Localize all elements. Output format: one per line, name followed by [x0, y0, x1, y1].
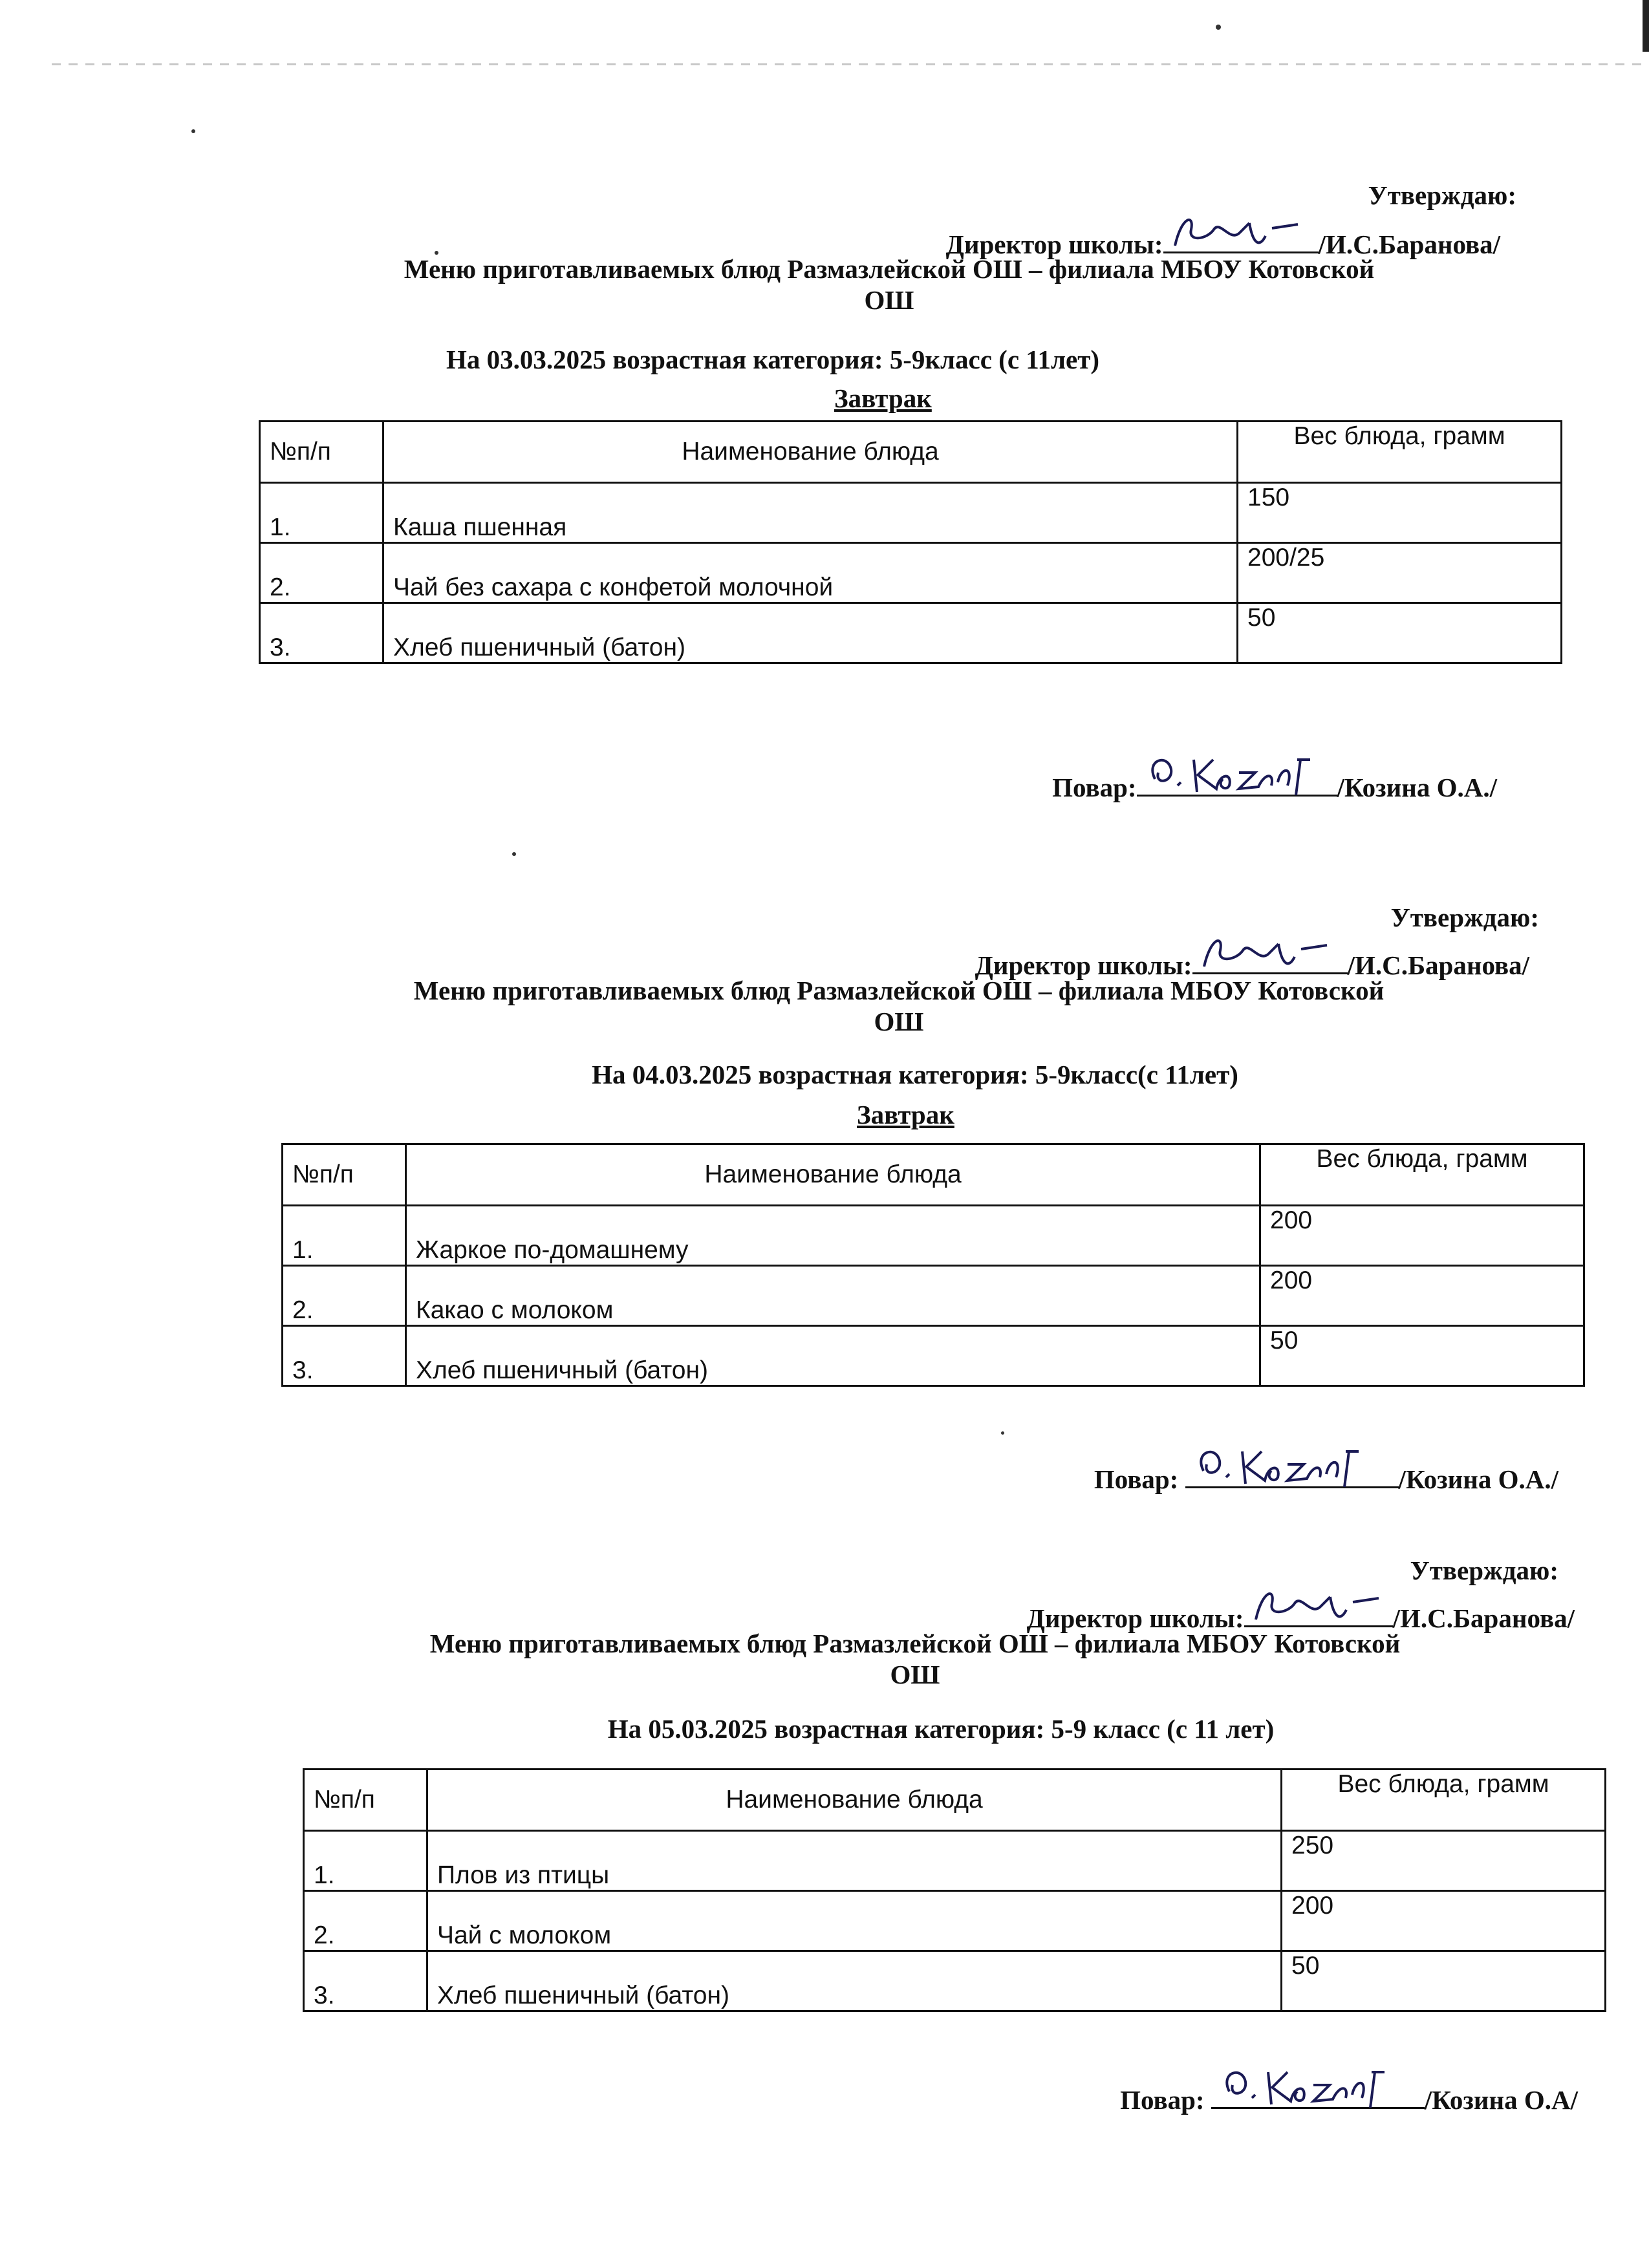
menu-title-line2: ОШ: [890, 1660, 940, 1689]
director-signature: [1198, 931, 1340, 976]
cook-signature-underline: [1185, 1458, 1399, 1488]
menu-title: [0, 1628, 1649, 1690]
cook-signature: [1216, 2059, 1410, 2111]
director-label: Директор школы:: [945, 230, 1163, 259]
date-line: На 05.03.2025 возрастная категория: 5-9 класс (с 11 лет): [607, 1714, 1275, 1744]
menu-table: [303, 1768, 1606, 2012]
row-dish: Чай с молоком: [427, 1891, 1282, 1951]
row-weight: 200: [1282, 1891, 1606, 1951]
menu-title-line1: Меню приготавливаемых блюд Размазлейской ОШ – филиала МБОУ Котовской: [404, 254, 1375, 284]
cook-signature-line: [1052, 766, 1497, 803]
scan-speck: [191, 129, 195, 133]
meal-label: Завтрак: [857, 1100, 954, 1129]
cook-signature-underline: [1137, 766, 1337, 797]
menu-table: [281, 1143, 1585, 1387]
row-num: 2.: [283, 1266, 406, 1326]
header-weight: Вес блюда, грамм: [1282, 1770, 1606, 1831]
table-row: [304, 1831, 1606, 1891]
approve-label: Утверждаю:: [1390, 903, 1539, 932]
date-line: На 04.03.2025 возрастная категория: 5-9класс(с 11лет): [592, 1060, 1238, 1089]
scan-artifact-line: [52, 63, 1649, 65]
director-signature: [1249, 1584, 1392, 1629]
row-dish: Хлеб пшеничный (батон): [406, 1326, 1260, 1386]
table-row: [283, 1266, 1584, 1326]
table-row: [260, 483, 1562, 543]
table-header-row: [260, 422, 1562, 483]
director-name: /И.С.Баранова/: [1318, 230, 1500, 259]
meal-label: Завтрак: [834, 383, 932, 413]
approve-label: Утверждаю:: [1410, 1556, 1558, 1585]
scan-edge-mark: [1643, 0, 1649, 52]
director-signature-line: [1163, 223, 1319, 253]
menu-title-line1: Меню приготавливаемых блюд Размазлейской ОШ – филиала МБОУ Котовской: [413, 976, 1385, 1005]
header-num: №п/п: [260, 422, 383, 483]
header-name: Наименование блюда: [427, 1770, 1282, 1831]
cook-signature-line: [1094, 1458, 1558, 1495]
row-num: 3.: [304, 1951, 427, 2011]
approve-label: Утверждаю:: [1368, 180, 1516, 210]
table-row: [304, 1891, 1606, 1951]
date-line: На 03.03.2025 возрастная категория: 5-9класс (с 11лет): [446, 345, 1100, 374]
table-row: [283, 1206, 1584, 1266]
cook-signature: [1191, 1439, 1385, 1490]
cook-label: Повар:: [1120, 2085, 1205, 2115]
scan-speck: [1001, 1431, 1004, 1435]
header-name: Наименование блюда: [406, 1144, 1260, 1206]
table-row: [304, 1951, 1606, 2011]
header-num: №п/п: [304, 1770, 427, 1831]
row-weight: 50: [1238, 603, 1562, 663]
cook-signature-underline: [1211, 2079, 1425, 2109]
cook-name: /Козина О.А./: [1398, 1464, 1558, 1494]
cook-name: /Козина О.А./: [1337, 773, 1497, 802]
table-row: [260, 543, 1562, 603]
row-num: 1.: [304, 1831, 427, 1891]
table-header-row: [304, 1770, 1606, 1831]
table-row: [260, 603, 1562, 663]
cook-signature-line: [1120, 2079, 1578, 2115]
row-dish: Какао с молоком: [406, 1266, 1260, 1326]
row-dish: Чай без сахара с конфетой молочной: [383, 543, 1238, 603]
row-weight: 200: [1260, 1206, 1584, 1266]
director-name: /И.С.Баранова/: [1347, 950, 1529, 980]
scan-speck: [1216, 25, 1221, 30]
director-label: Директор школы:: [1026, 1603, 1244, 1633]
header-weight: Вес блюда, грамм: [1238, 422, 1562, 483]
row-weight: 200/25: [1238, 543, 1562, 603]
row-dish: Каша пшенная: [383, 483, 1238, 543]
row-weight: 50: [1282, 1951, 1606, 2011]
row-num: 1.: [283, 1206, 406, 1266]
row-dish: Хлеб пшеничный (батон): [383, 603, 1238, 663]
row-dish: Жаркое по-домашнему: [406, 1206, 1260, 1266]
director-signature-line: [1244, 1597, 1393, 1627]
cook-signature: [1142, 747, 1336, 798]
director-signature-line: [1192, 944, 1348, 974]
director-label: Директор школы:: [975, 950, 1192, 980]
row-num: 3.: [283, 1326, 406, 1386]
menu-title: [0, 253, 1649, 316]
scan-speck: [512, 852, 516, 856]
header-name: Наименование блюда: [383, 422, 1238, 483]
menu-title: [0, 975, 1649, 1037]
row-weight: 150: [1238, 483, 1562, 543]
row-weight: 250: [1282, 1831, 1606, 1891]
table-header-row: [283, 1144, 1584, 1206]
row-dish: Плов из птицы: [427, 1831, 1282, 1891]
menu-table: [259, 420, 1562, 664]
header-weight: Вес блюда, грамм: [1260, 1144, 1584, 1206]
header-num: №п/п: [283, 1144, 406, 1206]
row-weight: 200: [1260, 1266, 1584, 1326]
director-name: /И.С.Баранова/: [1392, 1603, 1575, 1633]
menu-title-line2: ОШ: [874, 1007, 924, 1036]
menu-title-line1: Меню приготавливаемых блюд Размазлейской ОШ – филиала МБОУ Котовской: [429, 1629, 1401, 1658]
row-num: 2.: [260, 543, 383, 603]
row-weight: 50: [1260, 1326, 1584, 1386]
cook-label: Повар:: [1094, 1464, 1179, 1494]
director-signature: [1169, 210, 1311, 255]
table-row: [283, 1326, 1584, 1386]
menu-title-line2: ОШ: [864, 285, 914, 315]
cook-name: /Козина О.А/: [1424, 2085, 1578, 2115]
row-dish: Хлеб пшеничный (батон): [427, 1951, 1282, 2011]
row-num: 2.: [304, 1891, 427, 1951]
row-num: 1.: [260, 483, 383, 543]
row-num: 3.: [260, 603, 383, 663]
cook-label: Повар:: [1052, 773, 1137, 802]
